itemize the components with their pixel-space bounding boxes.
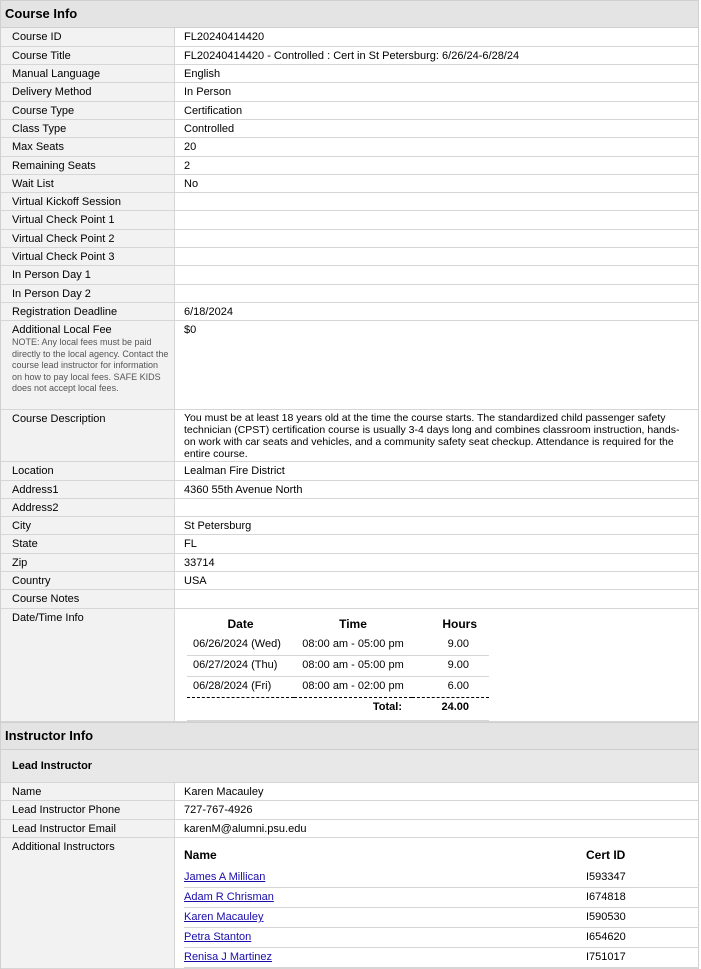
info-row bbox=[1, 572, 698, 590]
local-fee-row bbox=[1, 321, 698, 410]
schedule-hours: 9.00 bbox=[412, 635, 489, 656]
row-label: Lead Instructor Phone bbox=[1, 801, 175, 819]
instructor-name-link[interactable]: Karen Macauley bbox=[184, 911, 264, 924]
total-row bbox=[187, 697, 489, 720]
row-value: USA bbox=[175, 572, 699, 590]
info-row bbox=[1, 819, 698, 837]
row-value bbox=[175, 590, 699, 608]
info-row bbox=[1, 535, 698, 553]
row-label: Manual Language bbox=[1, 65, 175, 83]
row-value bbox=[175, 229, 699, 247]
cert-id-column-header: Cert ID bbox=[586, 848, 626, 863]
info-row bbox=[1, 590, 698, 608]
schedule-hours: 6.00 bbox=[412, 676, 489, 697]
info-row bbox=[1, 46, 698, 64]
info-row bbox=[1, 284, 698, 302]
instructor-row bbox=[184, 928, 699, 948]
row-label: Country bbox=[1, 572, 175, 590]
row-value bbox=[175, 248, 699, 266]
info-row bbox=[1, 462, 698, 480]
row-label: Delivery Method bbox=[1, 83, 175, 101]
row-label: Course ID bbox=[1, 28, 175, 46]
instructor-cert-id: I654620 bbox=[586, 928, 699, 948]
row-label: Course Title bbox=[1, 46, 175, 64]
row-value: Controlled bbox=[175, 119, 699, 137]
total-label: Total: bbox=[294, 697, 412, 720]
row-value bbox=[175, 266, 699, 284]
schedule-time: 08:00 am - 05:00 pm bbox=[294, 655, 412, 676]
info-row bbox=[1, 193, 698, 211]
row-value: Certification bbox=[175, 101, 699, 119]
instructor-row bbox=[184, 908, 699, 928]
row-label: Wait List bbox=[1, 174, 175, 192]
schedule-row bbox=[187, 655, 489, 676]
course-description-row bbox=[1, 410, 698, 462]
info-row bbox=[1, 65, 698, 83]
local-fee-value: $0 bbox=[175, 321, 699, 410]
course-description-label: Course Description bbox=[1, 410, 175, 462]
row-label: Registration Deadline bbox=[1, 302, 175, 320]
row-label: Virtual Check Point 3 bbox=[1, 248, 175, 266]
datetime-row bbox=[1, 608, 698, 721]
row-value: In Person bbox=[175, 83, 699, 101]
instructor-name-link[interactable]: James A Millican bbox=[184, 871, 266, 884]
row-value: 4360 55th Avenue North bbox=[175, 480, 699, 498]
info-row bbox=[1, 229, 698, 247]
row-label: Remaining Seats bbox=[1, 156, 175, 174]
row-label: Location bbox=[1, 462, 175, 480]
local-fee-note: NOTE: Any local fees must be paid directly to the local agency. Contact the course lead instructor for information on how to pay local fees. SAFE KIDS does not accept local fees. bbox=[12, 337, 169, 394]
info-row bbox=[1, 138, 698, 156]
row-label: Virtual Check Point 2 bbox=[1, 229, 175, 247]
schedule-hours: 9.00 bbox=[412, 655, 489, 676]
row-value: FL20240414420 bbox=[175, 28, 699, 46]
info-row bbox=[1, 211, 698, 229]
row-value: 6/18/2024 bbox=[175, 302, 699, 320]
course-info-table bbox=[1, 28, 698, 722]
row-label: Course Notes bbox=[1, 590, 175, 608]
row-value bbox=[175, 211, 699, 229]
course-info-header: Course Info bbox=[1, 0, 698, 28]
row-label: Address2 bbox=[1, 498, 175, 516]
lead-instructor-header: Lead Instructor bbox=[1, 750, 698, 783]
row-label: Zip bbox=[1, 553, 175, 571]
row-label: Virtual Check Point 1 bbox=[1, 211, 175, 229]
row-value bbox=[175, 193, 699, 211]
row-value: FL20240414420 - Controlled : Cert in St Petersburg: 6/26/24-6/28/24 bbox=[175, 46, 699, 64]
row-label: Virtual Kickoff Session bbox=[1, 193, 175, 211]
row-value bbox=[175, 284, 699, 302]
datetime-label: Date/Time Info bbox=[1, 608, 175, 721]
course-description-value: You must be at least 18 years old at the time the course starts. The standardized child passenger safety technician (CPST) certification course is usually 3-4 days long and combines classroom instruction, hands-on work with car seats and vehicles, and a community safety seat checkup. Attendance is required for the entire course. bbox=[175, 410, 699, 462]
instructor-cert-id: I593347 bbox=[586, 868, 699, 888]
info-row bbox=[1, 498, 698, 516]
row-value: St Petersburg bbox=[175, 517, 699, 535]
info-row bbox=[1, 174, 698, 192]
info-row bbox=[1, 480, 698, 498]
instructor-name-link[interactable]: Petra Stanton bbox=[184, 931, 252, 944]
instructor-cert-id: I674818 bbox=[586, 888, 699, 908]
info-row bbox=[1, 248, 698, 266]
row-value: No bbox=[175, 174, 699, 192]
row-value: FL bbox=[175, 535, 699, 553]
row-value: Lealman Fire District bbox=[175, 462, 699, 480]
additional-instructors-row bbox=[1, 838, 698, 969]
additional-instructors-label: Additional Instructors bbox=[1, 838, 175, 969]
row-label: Name bbox=[1, 783, 175, 801]
instructor-row bbox=[184, 948, 699, 968]
info-row bbox=[1, 266, 698, 284]
row-label: Lead Instructor Email bbox=[1, 819, 175, 837]
row-value: 20 bbox=[175, 138, 699, 156]
row-value: 727-767-4926 bbox=[175, 801, 699, 819]
row-value: 2 bbox=[175, 156, 699, 174]
row-label: Max Seats bbox=[1, 138, 175, 156]
row-value bbox=[175, 498, 699, 516]
total-hours: 24.00 bbox=[412, 697, 489, 720]
info-row bbox=[1, 783, 698, 801]
schedule-time: 08:00 am - 05:00 pm bbox=[294, 635, 412, 656]
info-row bbox=[1, 119, 698, 137]
schedule-date: 06/26/2024 (Wed) bbox=[187, 635, 294, 656]
instructor-cert-id: I590530 bbox=[586, 908, 699, 928]
hours-column-header: Hours bbox=[442, 616, 477, 631]
time-column-header: Time bbox=[339, 616, 367, 631]
row-label: Course Type bbox=[1, 101, 175, 119]
instructor-info-header: Instructor Info bbox=[1, 722, 698, 750]
info-row bbox=[1, 553, 698, 571]
row-label: In Person Day 1 bbox=[1, 266, 175, 284]
schedule-row bbox=[187, 635, 489, 656]
row-value: 33714 bbox=[175, 553, 699, 571]
row-label: Class Type bbox=[1, 119, 175, 137]
info-row bbox=[1, 101, 698, 119]
info-row bbox=[1, 156, 698, 174]
info-row bbox=[1, 28, 698, 46]
row-label: In Person Day 2 bbox=[1, 284, 175, 302]
instructor-name-link[interactable]: Renisa J Martinez bbox=[184, 951, 273, 964]
date-column-header: Date bbox=[227, 616, 254, 631]
row-label: State bbox=[1, 535, 175, 553]
instructor-row bbox=[184, 888, 699, 908]
instructor-info-table bbox=[1, 783, 698, 969]
additional-instructors-table bbox=[184, 842, 699, 968]
info-row bbox=[1, 801, 698, 819]
info-row bbox=[1, 83, 698, 101]
row-value: English bbox=[175, 65, 699, 83]
schedule-time: 08:00 am - 02:00 pm bbox=[294, 676, 412, 697]
info-row bbox=[1, 517, 698, 535]
row-label: City bbox=[1, 517, 175, 535]
row-value: Karen Macauley bbox=[175, 783, 699, 801]
row-value: karenM@alumni.psu.edu bbox=[175, 819, 699, 837]
schedule-date: 06/27/2024 (Thu) bbox=[187, 655, 294, 676]
name-column-header: Name bbox=[184, 848, 217, 863]
schedule-date: 06/28/2024 (Fri) bbox=[187, 676, 294, 697]
instructor-cert-id: I751017 bbox=[586, 948, 699, 968]
datetime-table bbox=[187, 613, 489, 721]
instructor-row bbox=[184, 868, 699, 888]
schedule-row bbox=[187, 676, 489, 697]
instructor-name-link[interactable]: Adam R Chrisman bbox=[184, 891, 274, 904]
row-label: Address1 bbox=[1, 480, 175, 498]
local-fee-label: Additional Local Fee bbox=[12, 324, 112, 337]
info-row bbox=[1, 302, 698, 320]
